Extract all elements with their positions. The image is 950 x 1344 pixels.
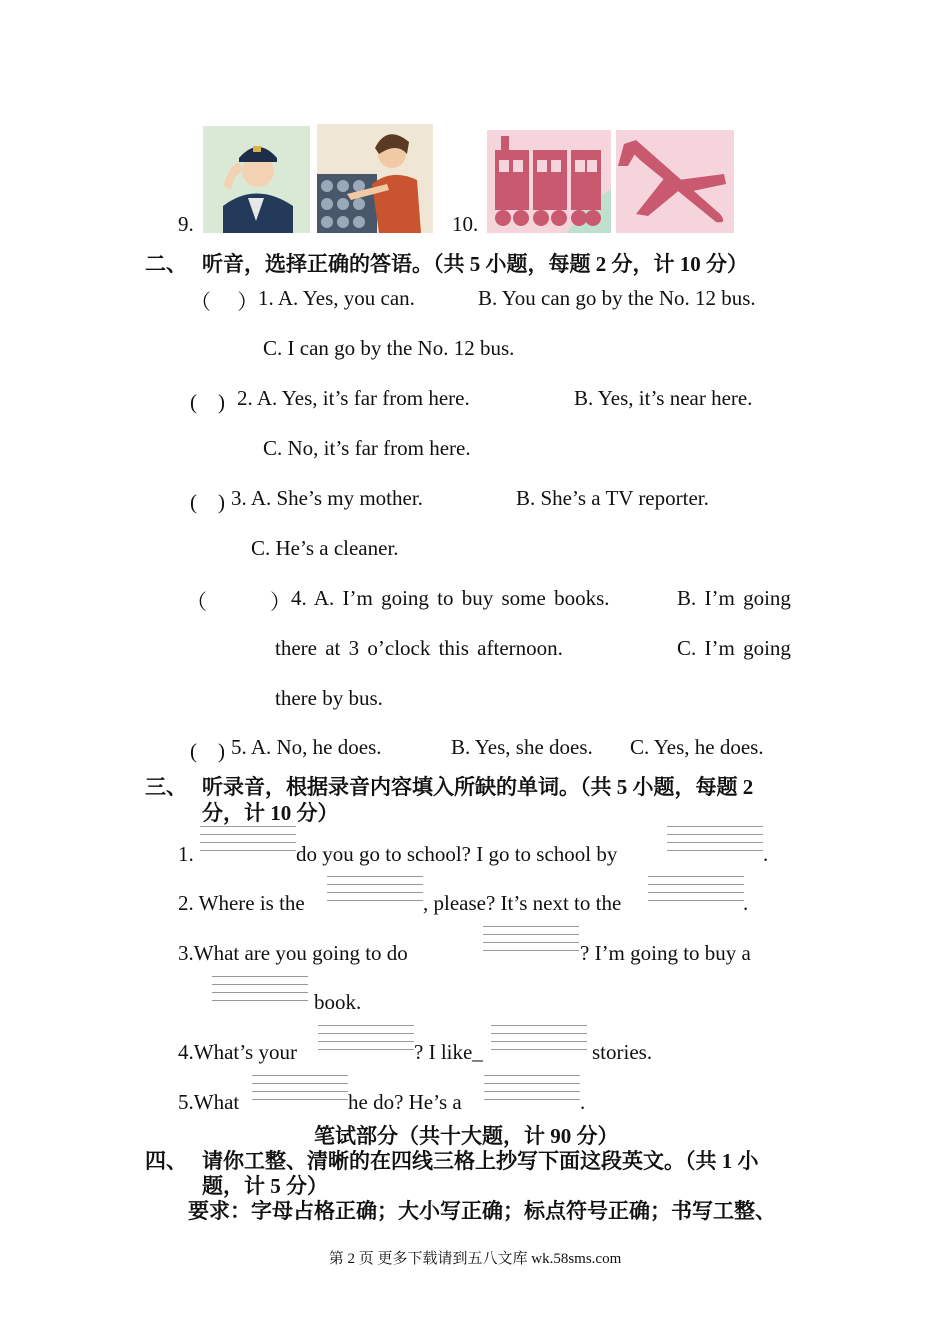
written-part-title: 笔试部分（共十大题，计 90 分） [314,1124,619,1148]
fill-3-text-start: 3.What are you going to do [178,941,408,965]
q4-answer-bracket[interactable]: （ ） [186,590,291,614]
section-4-requirement: 要求：字母占格正确；大小写正确；标点符号正确；书写工整、 [188,1199,776,1223]
q2-option-a: 2. A. Yes, it’s far from here. [237,386,470,410]
fill-5-blank-2[interactable] [484,1075,580,1103]
section-3-number: 三、 [145,775,187,799]
fill-5-text-middle: he do? He’s a [348,1090,462,1114]
fill-1-number: 1. [178,842,194,866]
fill-4-blank-2[interactable] [491,1025,587,1053]
fill-2-period: . [743,891,749,915]
q5-option-a: 5. A. No, he does. [231,735,382,759]
q3-option-c: C. He’s a cleaner. [251,536,399,560]
fill-4-text-start: 4.What’s your [178,1040,297,1064]
q3-answer-bracket[interactable]: ( ) [190,490,225,514]
fill-2-text-start: 2. Where is the [178,891,305,915]
section-3-heading-line1: 听录音，根据录音内容填入所缺的单词。（共 5 小题，每题 2 [202,775,754,799]
airplane-picture [616,130,734,233]
fill-3-blank-2[interactable] [212,976,308,1004]
q4-option-b-line1: B. I’m going [677,586,791,610]
q4-option-c-line1: C. I’m going [677,636,791,660]
q5-option-c: C. Yes, he does. [630,735,764,759]
q1-option-b: B. You can go by the No. 12 bus. [478,286,756,310]
q5-option-b: B. Yes, she does. [451,735,593,759]
q2-option-c: C. No, it’s far from here. [263,436,471,460]
q4-option-c-line2: there by bus. [275,686,383,710]
fill-1-blank-1[interactable] [200,826,296,854]
section-2-number: 二、 [145,252,187,276]
question-10-label: 10. [452,212,479,236]
question-9-label: 9. [178,212,194,236]
fill-3-blank-1[interactable] [483,926,579,954]
q5-answer-bracket[interactable]: ( ) [190,739,225,763]
fill-1-text: do you go to school? I go to school by [296,842,618,866]
fill-1-blank-2[interactable] [667,826,763,854]
q4-option-a: 4. A. I’m going to buy some books. [291,586,610,610]
fill-5-blank-1[interactable] [252,1075,348,1103]
q4-option-b-line2: there at 3 o’clock this afternoon. [275,636,563,660]
q1-answer-bracket[interactable]: （ ） [190,290,259,314]
fill-4-text-end: stories. [592,1040,653,1064]
q1-option-c: C. I can go by the No. 12 bus. [263,336,515,360]
fill-1-period: . [763,842,769,866]
section-2-heading: 听音，选择正确的答语。（共 5 小题，每题 2 分，计 10 分） [202,252,748,276]
section-4-heading-line2: 题，计 5 分） [202,1174,328,1198]
q3-option-b: B. She’s a TV reporter. [516,486,709,510]
fill-2-text-middle: , please? It’s next to the [423,891,622,915]
fill-4-blank-1[interactable] [318,1025,414,1053]
fill-2-blank-1[interactable] [327,876,423,904]
page-footer: 第 2 页 更多下载请到五八文库 wk.58sms.com [328,1251,622,1267]
q2-answer-bracket[interactable]: ( ) [190,390,225,414]
fill-5-period: . [580,1090,586,1114]
q2-option-b: B. Yes, it’s near here. [574,386,753,410]
police-officer-picture [203,126,310,233]
fill-2-blank-2[interactable] [648,876,744,904]
fill-4-text-middle: ? I like_ [414,1040,483,1064]
fill-3-text-middle: ? I’m going to buy a [580,941,751,965]
train-picture [487,130,611,233]
section-4-number: 四、 [145,1149,187,1173]
q3-option-a: 3. A. She’s my mother. [231,486,423,510]
q1-option-a: 1. A. Yes, you can. [258,286,415,310]
fill-5-text-start: 5.What [178,1090,240,1114]
section-3-heading-line2: 分，计 10 分） [202,801,339,825]
cleaner-picture [317,124,433,233]
section-4-heading-line1: 请你工整、清晰的在四线三格上抄写下面这段英文。（共 1 小 [202,1149,759,1173]
fill-3-text-end: book. [314,990,362,1014]
